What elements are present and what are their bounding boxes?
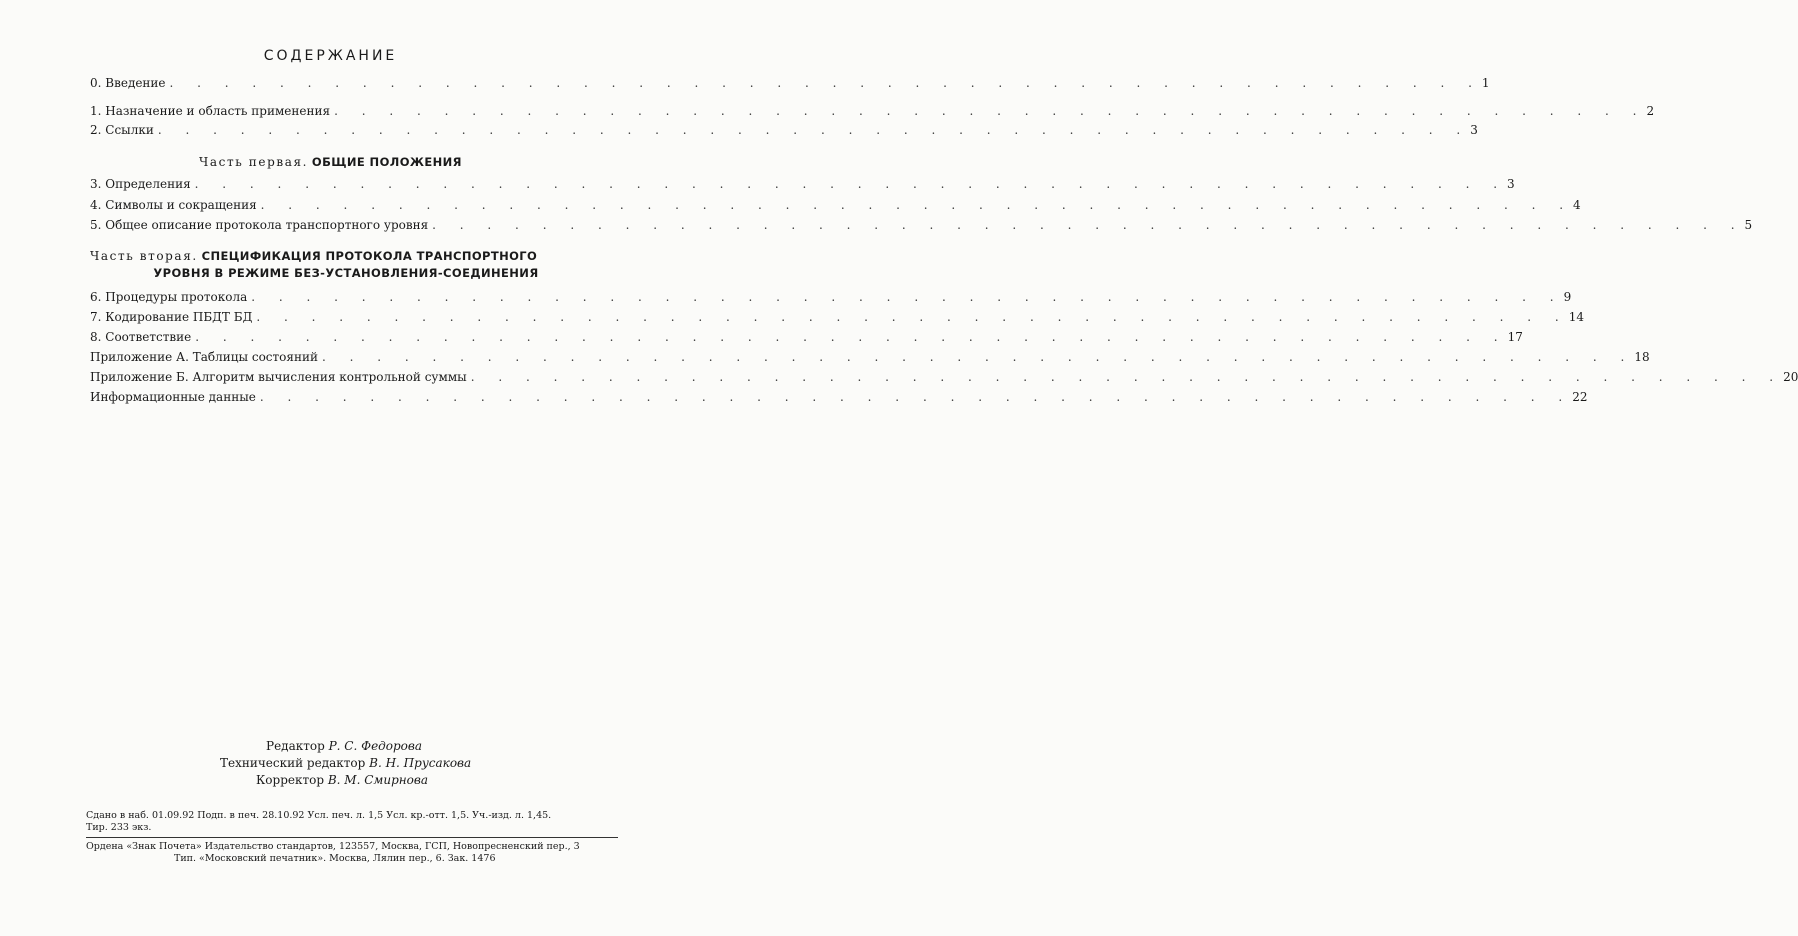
toc-leader-dots: . . . . . . . . . . . . . . . . . . . . . . . . . . . . . . . . . . . . . . . . . . . . . . . . [432, 218, 1745, 232]
toc-entry [90, 198, 1581, 216]
toc-leader-dots: . . . . . . . . . . . . . . . . . . . . . . . . . . . . . . . . . . . . . . . . . . . . . . . . [251, 290, 1564, 304]
toc-entry-page: 1 [1481, 76, 1490, 90]
publisher-line: Ордена «Знак Почета» Издательство стандартов, 123557, Москва, ГСП, Новопресненский пер., 3 [86, 841, 580, 852]
toc-entry [90, 350, 1650, 368]
corrector-credit [150, 772, 550, 789]
toc-entry-page: 4 [1573, 198, 1581, 212]
toc-entry-label: 0. Введение [90, 76, 166, 90]
toc-leader-dots: . . . . . . . . . . . . . . . . . . . . . . . . . . . . . . . . . . . . . . . . . . . . . . . . [157, 123, 1471, 137]
toc-entry [90, 76, 1490, 94]
part-one-heading [0, 154, 661, 171]
editor-label: Редактор [266, 739, 325, 753]
editor-credit [150, 738, 550, 755]
toc-entry-label: 7. Кодирование ПБДТ БД [90, 310, 253, 324]
toc-entry-label: 5. Общее описание протокола транспортного уровня [90, 218, 429, 232]
toc-entry-page: 3 [1470, 123, 1478, 137]
toc-entry-page: 5 [1744, 218, 1753, 232]
part-two-title-line2: УРОВНЯ В РЕЖИМЕ БЕЗ-УСТАНОВЛЕНИЯ-СОЕДИНЕНИЯ [153, 266, 539, 280]
toc-entry [90, 177, 1515, 195]
toc-entry [90, 310, 1584, 328]
toc-entry-label: Приложение Б. Алгоритм вычисления контрольной суммы [90, 370, 467, 384]
toc-leader-dots: . . . . . . . . . . . . . . . . . . . . . . . . . . . . . . . . . . . . . . . . . . . . . . . . [260, 198, 1574, 212]
toc-entry-label: 6. Процедуры протокола [90, 290, 248, 304]
toc-leader-dots: . . . . . . . . . . . . . . . . . . . . . . . . . . . . . . . . . . . . . . . . . . . . . . . . [169, 76, 1482, 90]
toc-entry [90, 218, 1753, 236]
part-two-heading [90, 248, 602, 282]
toc-entry-page: 2 [1646, 104, 1655, 118]
toc-entry-page: 14 [1568, 310, 1584, 324]
tech-editor-credit [150, 755, 550, 772]
toc-leader-dots: . . . . . . . . . . . . . . . . . . . . . . . . . . . . . . . . . . . . . . . . . . . . . . . . [334, 104, 1647, 118]
toc-entry-label: 3. Определения [90, 177, 191, 191]
imprint-line: Тир. 233 экз. [86, 822, 152, 833]
toc-leader-dots: . . . . . . . . . . . . . . . . . . . . . . . . . . . . . . . . . . . . . . . . . . . . . . . . [195, 330, 1508, 344]
divider [86, 837, 618, 838]
corrector-label: Корректор [256, 773, 325, 787]
imprint-line: Сдано в наб. 01.09.92 Подп. в печ. 28.10.92 Усл. печ. л. 1,5 Усл. кр.-отт. 1,5. Уч.-изд. л. 1,45. [86, 810, 552, 821]
publisher-footer [86, 841, 626, 865]
toc-leader-dots: . . . . . . . . . . . . . . . . . . . . . . . . . . . . . . . . . . . . . . . . . . . . . . . . [470, 370, 1784, 384]
toc-leader-dots: . . . . . . . . . . . . . . . . . . . . . . . . . . . . . . . . . . . . . . . . . . . . . . . . [194, 177, 1508, 191]
toc-leader-dots: . . . . . . . . . . . . . . . . . . . . . . . . . . . . . . . . . . . . . . . . . . . . . . . . [256, 310, 1569, 324]
toc-entry-page: 18 [1634, 350, 1650, 364]
toc-entry-page: 17 [1507, 330, 1523, 344]
toc-entry [90, 104, 1655, 122]
part-one-title: ОБЩИЕ ПОЛОЖЕНИЯ [311, 155, 462, 169]
toc-entry [90, 290, 1572, 308]
toc-entry-label: Информационные данные [90, 390, 256, 404]
corrector-name: В. М. Смирнова [327, 773, 429, 787]
tech-editor-label: Технический редактор [220, 756, 366, 770]
print-imprint [86, 810, 626, 834]
toc-entry-label: 4. Символы и сокращения [90, 198, 257, 212]
part-two-prefix: Часть вторая. [90, 249, 198, 263]
toc-entry-page: 20 [1783, 370, 1798, 384]
toc-entry [90, 330, 1523, 348]
part-two-title-line1: СПЕЦИФИКАЦИЯ ПРОТОКОЛА ТРАНСПОРТНОГО [201, 249, 538, 263]
toc-entry [90, 123, 1478, 141]
part-one-prefix: Часть первая. [199, 155, 309, 169]
toc-entry-label: 2. Ссылки [90, 123, 154, 137]
printer-line: Тип. «Московский печатник». Москва, Лялин пер., 6. Зак. 1476 [174, 853, 496, 864]
toc-entry-page: 9 [1563, 290, 1572, 304]
toc-leader-dots: . . . . . . . . . . . . . . . . . . . . . . . . . . . . . . . . . . . . . . . . . . . . . . . . [321, 350, 1635, 364]
editorial-credits [150, 738, 550, 789]
tech-editor-name: В. Н. Прусакова [369, 756, 472, 770]
toc-entry-page: 3 [1507, 177, 1515, 191]
toc-entry [90, 370, 1798, 388]
toc-leader-dots: . . . . . . . . . . . . . . . . . . . . . . . . . . . . . . . . . . . . . . . . . . . . . . . . [259, 390, 1573, 404]
toc-entry-label: Приложение А. Таблицы состояний [90, 350, 318, 364]
toc-entry-label: 1. Назначение и область применения [90, 104, 331, 118]
toc-entry-page: 22 [1572, 390, 1588, 404]
toc-entry-label: 8. Соответствие [90, 330, 192, 344]
toc-entry [90, 390, 1588, 408]
editor-name: Р. С. Федорова [328, 739, 423, 753]
page-title: СОДЕРЖАНИЕ [263, 48, 398, 64]
